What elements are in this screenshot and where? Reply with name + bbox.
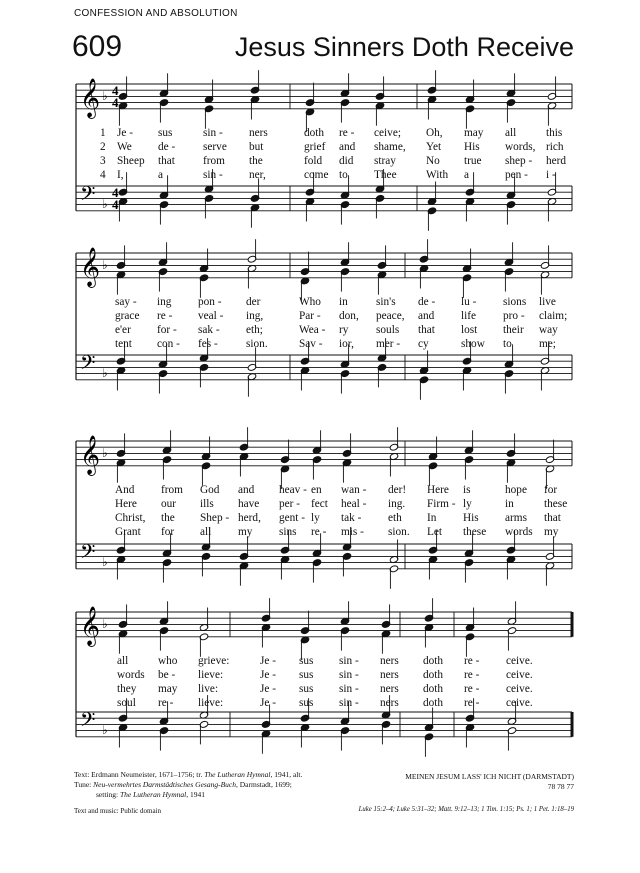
lyric-syllable: serve bbox=[203, 141, 227, 153]
tune-credit bbox=[74, 780, 292, 790]
lyric-syllable: live bbox=[539, 296, 556, 308]
lyric-syllable: en bbox=[311, 484, 322, 496]
tune-credit-source: Neu-vermehrtes Darmstädtisches Gesang-Buch bbox=[93, 780, 236, 789]
lyric-syllable: from bbox=[161, 484, 183, 496]
lyric-syllable: have bbox=[238, 498, 260, 510]
lyric-syllable: ing bbox=[157, 296, 172, 308]
lyric-syllable: ners bbox=[380, 683, 399, 695]
lyric-syllable: sus bbox=[158, 127, 173, 139]
lyric-syllable: shep - bbox=[505, 155, 533, 167]
lyric-syllable: sus bbox=[299, 669, 314, 681]
lyric-syllable: ceive; bbox=[374, 127, 401, 139]
hymn-title: Jesus Sinners Doth Receive bbox=[234, 32, 574, 62]
lyric-syllable: fes - bbox=[198, 338, 218, 350]
lyric-syllable: fold bbox=[304, 155, 323, 167]
lyric-syllable: lieve: bbox=[198, 669, 224, 681]
lyric-syllable: sion. bbox=[246, 338, 268, 350]
lyric-syllable: all bbox=[117, 655, 129, 667]
lyric-syllable: In bbox=[427, 512, 437, 524]
lyric-syllable: Wea - bbox=[299, 324, 326, 336]
lyric-syllable: de - bbox=[158, 141, 176, 153]
lyric-syllable: herd bbox=[546, 155, 567, 167]
lyric-syllable: doth bbox=[423, 697, 444, 709]
lyric-syllable: stray bbox=[374, 155, 396, 167]
key-flat: ♭ bbox=[102, 258, 108, 272]
lyric-syllable: the bbox=[249, 155, 263, 167]
lyric-syllable: Oh, bbox=[426, 127, 443, 139]
lyric-syllable: sak - bbox=[198, 324, 220, 336]
lyric-syllable: that bbox=[418, 324, 435, 336]
lyric-syllable: a bbox=[464, 169, 470, 181]
lyric-syllable: eth bbox=[388, 512, 402, 524]
lyric-syllable: With bbox=[426, 169, 449, 181]
lyric-syllable: Par - bbox=[299, 310, 321, 322]
lyric-syllable: ry bbox=[339, 324, 349, 336]
lyric-syllable: arms bbox=[505, 512, 527, 524]
lyric-syllable: sin - bbox=[203, 169, 223, 181]
lyric-syllable: Je - bbox=[260, 669, 276, 681]
lyric-syllable: to bbox=[503, 338, 512, 350]
lyric-syllable: doth bbox=[304, 127, 325, 139]
lyric-syllable: pon - bbox=[198, 296, 222, 308]
lyric-syllable: Here bbox=[115, 498, 137, 510]
lyric-syllable: may bbox=[158, 683, 178, 695]
lyric-syllable: Let bbox=[427, 526, 443, 538]
tune-credit-label: Tune: bbox=[74, 780, 94, 789]
lyric-syllable: gent - bbox=[279, 512, 306, 524]
lyric-syllable: der! bbox=[388, 484, 407, 496]
lyric-syllable: is bbox=[463, 484, 471, 496]
lyric-syllable: sions bbox=[503, 296, 527, 308]
key-flat: ♭ bbox=[102, 555, 108, 569]
time-signature: 4 bbox=[112, 197, 119, 212]
lyric-syllable: may bbox=[464, 127, 484, 139]
lyric-syllable: re - bbox=[464, 697, 480, 709]
lyric-syllable: Thee bbox=[374, 169, 397, 181]
lyric-syllable: re - bbox=[464, 655, 480, 667]
lyric-syllable: re - bbox=[339, 127, 355, 139]
lyric-syllable: e'er bbox=[115, 324, 131, 336]
lyric-syllable: these bbox=[544, 498, 568, 510]
lyric-syllable: their bbox=[503, 324, 524, 336]
lyric-syllable: Sav - bbox=[299, 338, 323, 350]
lyric-syllable: ceive. bbox=[506, 655, 533, 667]
lyric-syllable: ing, bbox=[246, 310, 264, 322]
setting-credit bbox=[96, 790, 205, 800]
lyric-syllable: that bbox=[544, 512, 561, 524]
lyric-syllable: His bbox=[464, 141, 480, 153]
lyric-syllable: re - bbox=[311, 526, 327, 538]
lyric-syllable: hope bbox=[505, 484, 527, 496]
lyric-syllable: doth bbox=[423, 683, 444, 695]
lyric-syllable: show bbox=[461, 338, 485, 350]
lyric-syllable: life bbox=[461, 310, 477, 322]
lyric-syllable: in bbox=[339, 296, 348, 308]
lyric-syllable: grieve: bbox=[198, 655, 230, 667]
lyric-syllable: doth bbox=[423, 655, 444, 667]
hymn-number: 609 bbox=[72, 30, 123, 63]
lyric-syllable: No bbox=[426, 155, 440, 167]
lyric-syllable: lu - bbox=[461, 296, 477, 308]
lyric-syllable: ceive. bbox=[506, 683, 533, 695]
key-flat: ♭ bbox=[102, 366, 108, 380]
lyric-syllable: sion. bbox=[388, 526, 410, 538]
lyric-syllable: ner, bbox=[249, 169, 266, 181]
copyright-note: Text and music: Public domain bbox=[74, 807, 161, 815]
lyric-syllable: live: bbox=[198, 683, 219, 695]
tune-credit-tail: , Darmstadt, 1699; bbox=[236, 780, 292, 789]
lyric-syllable: lost bbox=[461, 324, 478, 336]
lyric-syllable: from bbox=[203, 155, 225, 167]
lyric-syllable: sins bbox=[279, 526, 297, 538]
treble-clef: 𝄞 bbox=[80, 78, 101, 118]
lyric-syllable: ly bbox=[463, 498, 472, 510]
time-signature: 4 bbox=[112, 83, 119, 98]
lyric-syllable: Shep - bbox=[200, 512, 230, 524]
lyric-syllable: pen - bbox=[505, 169, 528, 181]
setting-credit-label: setting: bbox=[96, 790, 120, 799]
lyric-syllable: our bbox=[161, 498, 177, 510]
lyric-syllable: for bbox=[544, 484, 558, 496]
lyric-syllable: Je - bbox=[260, 697, 276, 709]
lyric-syllable: der bbox=[246, 296, 261, 308]
lyric-syllable: for - bbox=[157, 324, 177, 336]
lyric-syllable: sin - bbox=[339, 683, 359, 695]
lyric-syllable: sin's bbox=[376, 296, 396, 308]
treble-clef: 𝄞 bbox=[80, 247, 101, 287]
lyric-syllable: God bbox=[200, 484, 220, 496]
scripture-refs: Luke 15:2–4; Luke 5:31–32; Matt. 9:12–13; 1 Tim. 1:15; Ps. 1; 1 Pet. 1:18–19 bbox=[358, 806, 574, 813]
lyric-syllable: Sheep bbox=[117, 155, 145, 167]
lyric-syllable: re - bbox=[157, 310, 173, 322]
lyric-syllable: grief bbox=[304, 141, 326, 153]
lyric-syllable: don, bbox=[339, 310, 359, 322]
lyric-syllable: Yet bbox=[426, 141, 442, 153]
lyric-syllable: Je - bbox=[260, 683, 276, 695]
verse-number: 3 bbox=[100, 155, 106, 167]
lyric-syllable: Who bbox=[299, 296, 321, 308]
text-credit-source: The Lutheran Hymnal bbox=[204, 770, 271, 779]
lyric-syllable: re - bbox=[464, 669, 480, 681]
section-heading: CONFESSION AND ABSOLUTION bbox=[74, 8, 238, 19]
text-credit bbox=[74, 770, 302, 780]
time-signature: 4 bbox=[112, 185, 119, 200]
lyric-syllable: doth bbox=[423, 669, 444, 681]
lyric-syllable: re - bbox=[158, 697, 174, 709]
lyric-syllable: true bbox=[464, 155, 482, 167]
lyric-syllable: words, bbox=[505, 141, 536, 153]
text-credit-label: Text: Erdmann Neumeister, 1671–1756; tr. bbox=[74, 770, 205, 779]
lyric-syllable: who bbox=[158, 655, 178, 667]
lyric-syllable: all bbox=[505, 127, 517, 139]
lyric-syllable: ly bbox=[311, 512, 320, 524]
key-flat: ♭ bbox=[102, 89, 108, 103]
lyric-syllable: sin - bbox=[203, 127, 223, 139]
lyric-syllable: come bbox=[304, 169, 329, 181]
lyric-syllable: shame, bbox=[374, 141, 406, 153]
lyric-syllable: pro - bbox=[503, 310, 525, 322]
lyric-syllable: ners bbox=[380, 697, 399, 709]
lyric-syllable: We bbox=[117, 141, 132, 153]
bass-clef: 𝄢 bbox=[80, 182, 96, 210]
lyric-syllable: veal - bbox=[198, 310, 224, 322]
lyric-syllable: in bbox=[505, 498, 514, 510]
key-flat: ♭ bbox=[102, 723, 108, 737]
lyric-syllable: mer - bbox=[376, 338, 401, 350]
lyric-syllable: sin - bbox=[339, 697, 359, 709]
lyric-syllable: all bbox=[200, 526, 212, 538]
lyric-syllable: con - bbox=[157, 338, 180, 350]
setting-credit-tail: , 1941 bbox=[186, 790, 205, 799]
lyric-syllable: lieve: bbox=[198, 697, 224, 709]
lyric-syllable: that bbox=[158, 155, 175, 167]
lyric-syllable: this bbox=[546, 127, 563, 139]
lyric-syllable: And bbox=[115, 484, 135, 496]
key-flat: ♭ bbox=[102, 446, 108, 460]
text-credit-tail: , 1941, alt. bbox=[270, 770, 303, 779]
lyric-syllable: heav - bbox=[279, 484, 307, 496]
lyric-syllable: soul bbox=[117, 697, 136, 709]
lyric-syllable: i - bbox=[546, 169, 556, 181]
lyric-syllable: peace, bbox=[376, 310, 405, 322]
lyric-syllable: Je - bbox=[117, 127, 133, 139]
lyric-syllable: sus bbox=[299, 655, 314, 667]
setting-credit-source: The Lutheran Hymnal bbox=[119, 790, 187, 799]
lyric-syllable: and bbox=[418, 310, 435, 322]
bass-clef: 𝄢 bbox=[80, 708, 96, 736]
verse-number: 4 bbox=[100, 169, 106, 181]
lyric-syllable: tent bbox=[115, 338, 132, 350]
lyric-syllable: I, bbox=[117, 169, 124, 181]
lyric-syllable: and bbox=[339, 141, 356, 153]
lyric-syllable: me; bbox=[539, 338, 556, 350]
lyric-syllable: say - bbox=[115, 296, 137, 308]
lyric-syllable: a bbox=[158, 169, 164, 181]
lyric-syllable: these bbox=[463, 526, 487, 538]
lyric-syllable: herd, bbox=[238, 512, 261, 524]
lyric-syllable: fect bbox=[311, 498, 328, 510]
lyric-syllable: the bbox=[161, 512, 175, 524]
key-flat: ♭ bbox=[102, 197, 108, 211]
lyric-syllable: words bbox=[117, 669, 145, 681]
lyric-syllable: sin - bbox=[339, 669, 359, 681]
lyric-syllable: and bbox=[238, 484, 255, 496]
lyric-syllable: but bbox=[249, 141, 264, 153]
key-flat: ♭ bbox=[102, 617, 108, 631]
lyric-syllable: ceive. bbox=[506, 697, 533, 709]
bass-clef: 𝄢 bbox=[80, 540, 96, 568]
lyric-syllable: ners bbox=[380, 655, 399, 667]
lyric-syllable: sin - bbox=[339, 655, 359, 667]
time-signature: 4 bbox=[112, 95, 119, 110]
lyric-syllable: His bbox=[463, 512, 479, 524]
lyric-syllable: heal - bbox=[341, 498, 367, 510]
lyric-syllable: ing. bbox=[388, 498, 406, 510]
lyric-syllable: re - bbox=[464, 683, 480, 695]
lyric-syllable: per - bbox=[279, 498, 301, 510]
lyric-syllable: did bbox=[339, 155, 354, 167]
treble-clef: 𝄞 bbox=[80, 606, 101, 646]
lyric-syllable: sus bbox=[299, 683, 314, 695]
treble-clef: 𝄞 bbox=[80, 435, 101, 475]
lyric-syllable: eth; bbox=[246, 324, 263, 336]
lyric-syllable: mis - bbox=[341, 526, 364, 538]
lyric-syllable: to bbox=[339, 169, 348, 181]
lyric-syllable: Firm - bbox=[427, 498, 456, 510]
lyric-syllable: ills bbox=[200, 498, 214, 510]
lyric-syllable: they bbox=[117, 683, 137, 695]
lyric-syllable: my bbox=[544, 526, 559, 538]
lyric-syllable: rich bbox=[546, 141, 564, 153]
lyric-syllable: ners bbox=[380, 669, 399, 681]
lyric-syllable: cy bbox=[418, 338, 429, 350]
lyric-syllable: be - bbox=[158, 669, 176, 681]
meter: 78 78 77 bbox=[547, 782, 574, 791]
lyric-syllable: ior, bbox=[339, 338, 354, 350]
lyric-syllable: sus bbox=[299, 697, 314, 709]
lyric-syllable: claim; bbox=[539, 310, 568, 322]
lyric-syllable: ceive. bbox=[506, 669, 533, 681]
lyric-syllable: for bbox=[161, 526, 175, 538]
lyric-syllable: ners bbox=[249, 127, 268, 139]
lyric-syllable: words bbox=[505, 526, 533, 538]
lyric-syllable: Je - bbox=[260, 655, 276, 667]
verse-number: 1 bbox=[100, 127, 106, 139]
lyric-syllable: de - bbox=[418, 296, 436, 308]
lyric-syllable: Christ, bbox=[115, 512, 146, 524]
lyric-syllable: tak - bbox=[341, 512, 362, 524]
lyric-syllable: way bbox=[539, 324, 558, 336]
verse-number: 2 bbox=[100, 141, 106, 153]
lyric-syllable: Here bbox=[427, 484, 449, 496]
lyric-syllable: my bbox=[238, 526, 253, 538]
lyric-syllable: souls bbox=[376, 324, 400, 336]
lyric-syllable: grace bbox=[115, 310, 140, 322]
bass-clef: 𝄢 bbox=[80, 351, 96, 379]
lyric-syllable: Grant bbox=[115, 526, 141, 538]
lyric-syllable: wan - bbox=[341, 484, 367, 496]
tune-name: MEINEN JESUM LASS' ICH NICHT (DARMSTADT) bbox=[405, 772, 574, 781]
